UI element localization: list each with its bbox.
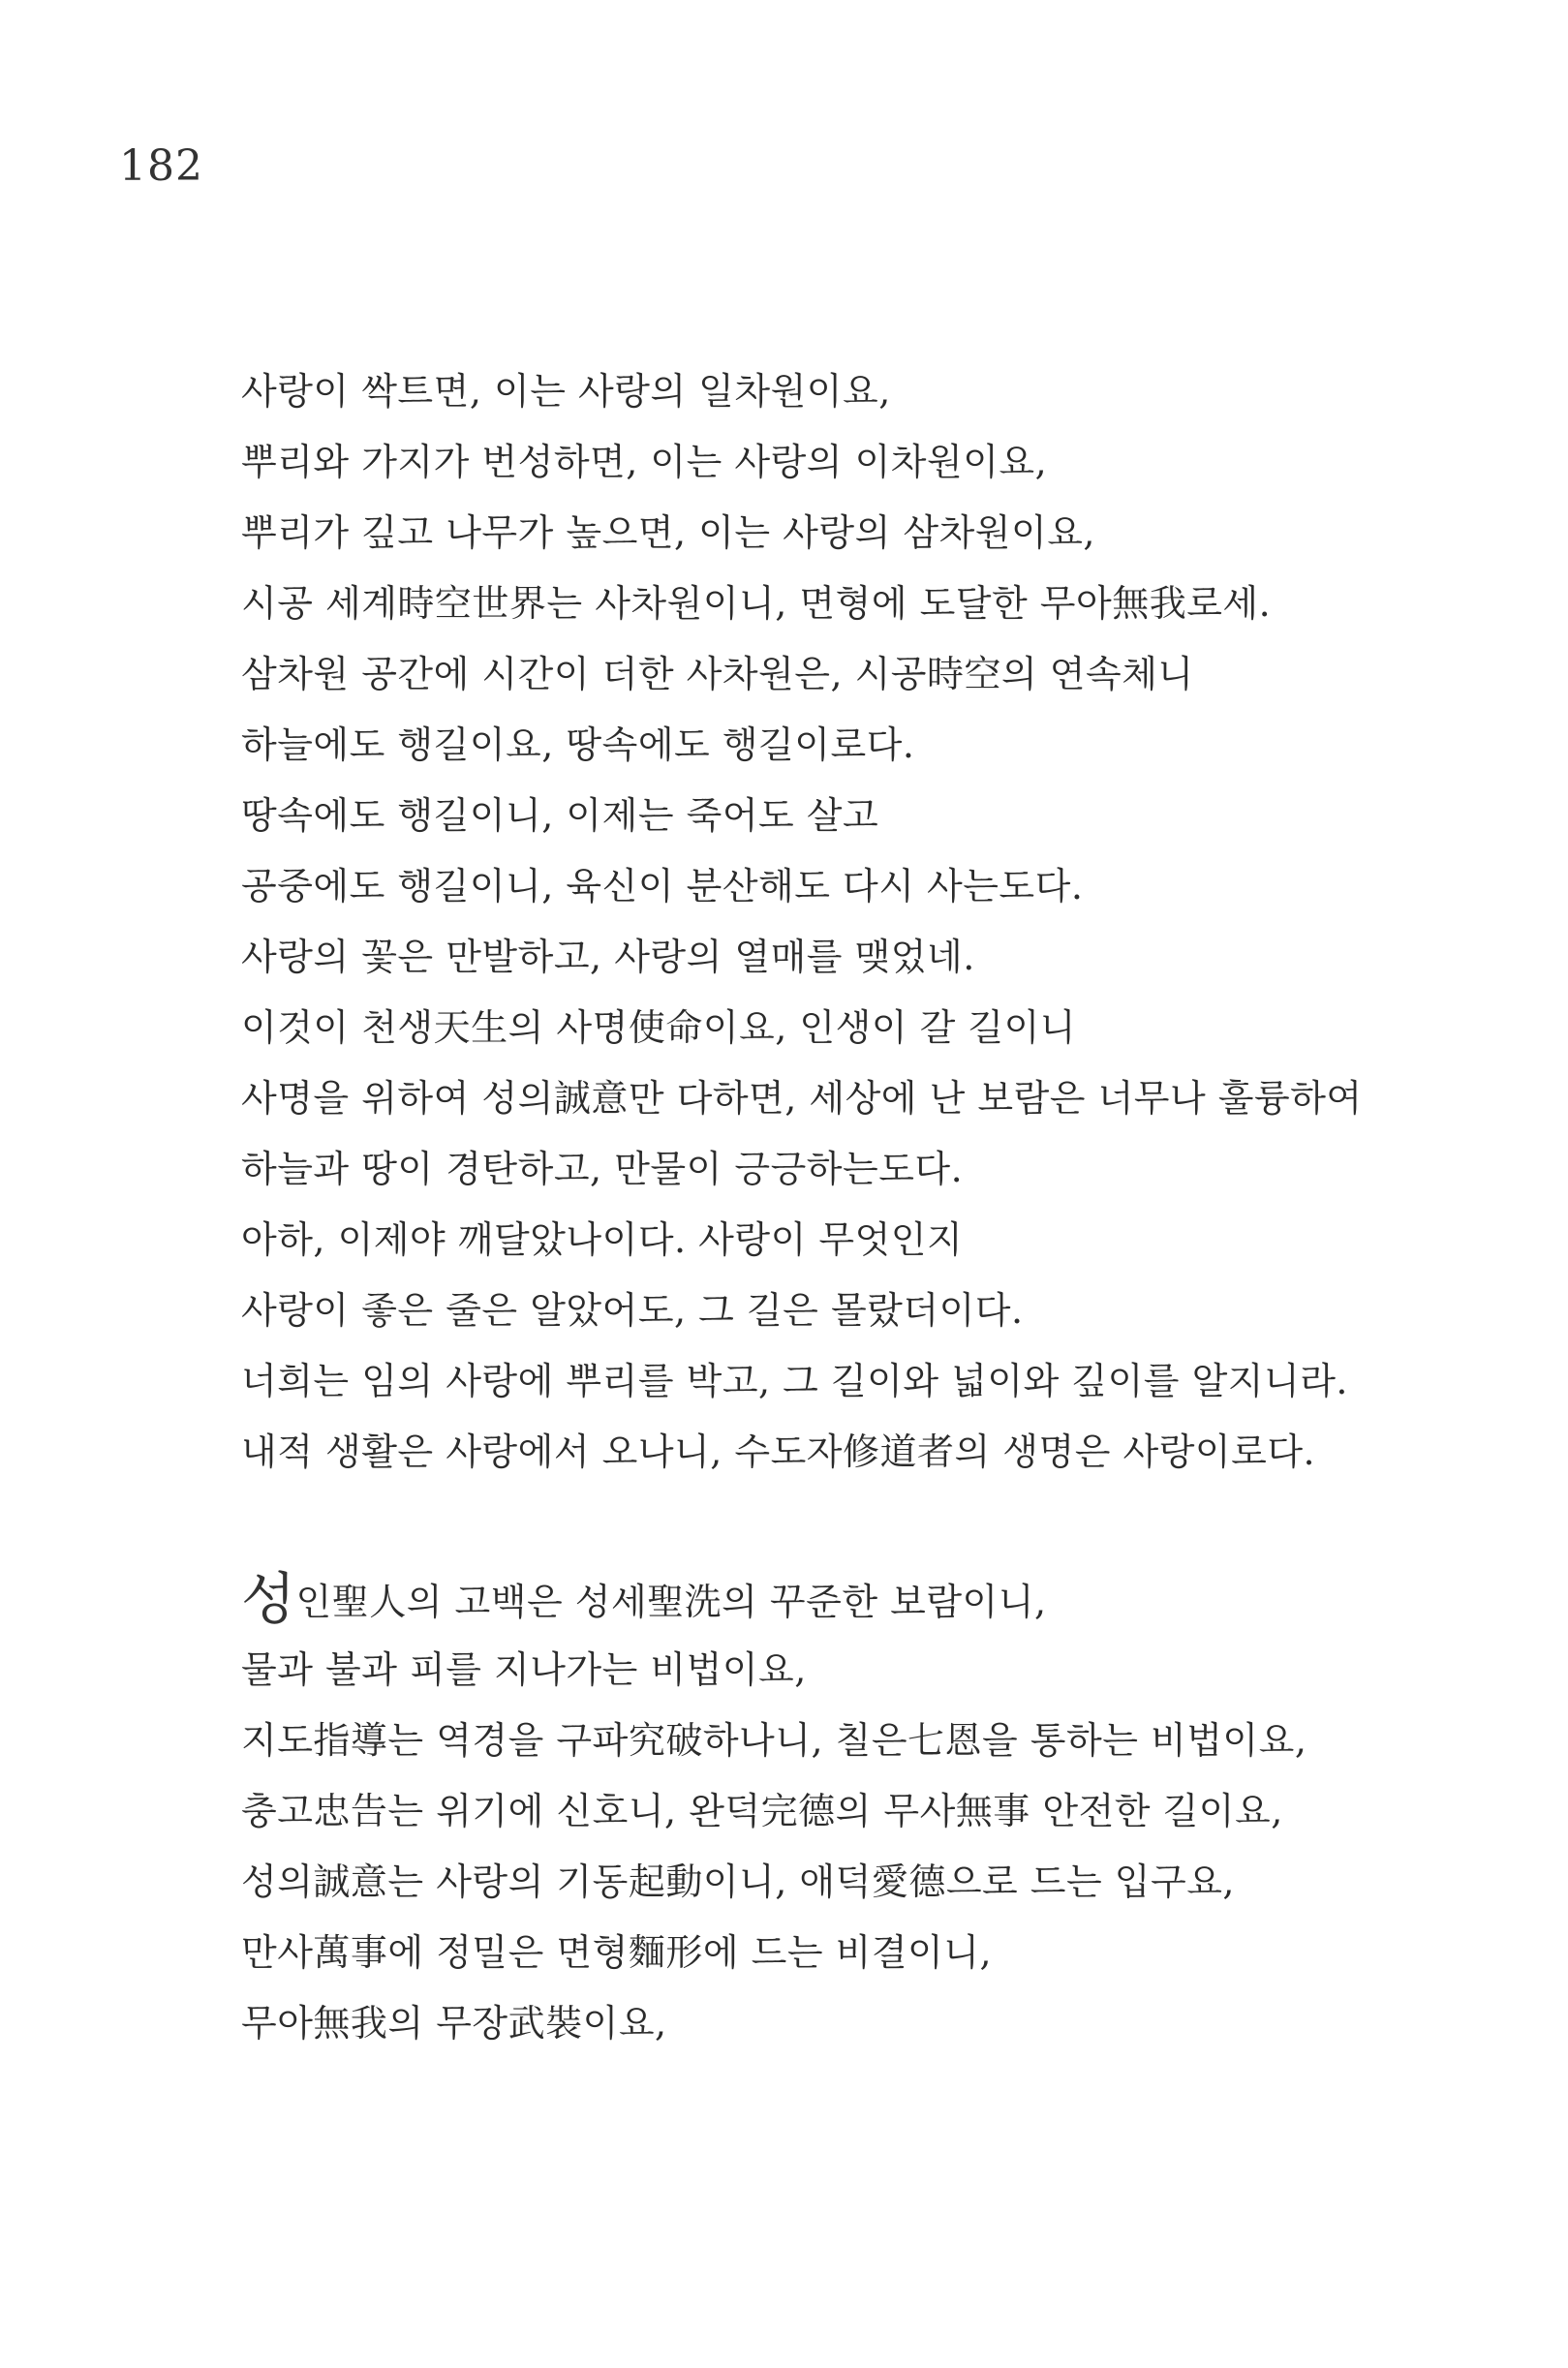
- text-line: 뿌리가 깊고 나무가 높으면, 이는 사랑의 삼차원이요,: [241, 511, 1096, 554]
- stanza-2-first-line: [241, 1564, 1500, 1635]
- text-line: 사랑의 꽃은 만발하고, 사랑의 열매를 맺었네.: [241, 936, 975, 978]
- text-line: 하늘에도 행길이요, 땅속에도 행길이로다.: [241, 723, 915, 766]
- text-line: 충고忠告는 위기에 신호니, 완덕完德의 무사無事 안전한 길이요,: [241, 1790, 1283, 1832]
- text-line: 너희는 임의 사랑에 뿌리를 박고, 그 길이와 넓이와 깊이를 알지니라.: [241, 1360, 1348, 1402]
- stanza-2: [241, 1564, 1500, 2059]
- text-line: 내적 생활은 사랑에서 오나니, 수도자修道者의 생명은 사랑이로다.: [241, 1430, 1316, 1473]
- text-line: 공중에도 행길이니, 육신이 분산해도 다시 사는도다.: [241, 865, 1084, 907]
- page-number: 182: [119, 141, 203, 191]
- text-line: 시공 세계時空世界는 사차원이니, 면형에 도달한 무아無我로세.: [241, 582, 1272, 625]
- text-line: 하늘과 땅이 경탄하고, 만물이 긍긍하는도다.: [241, 1148, 964, 1190]
- text-line: 이것이 천생天生의 사명使命이요, 인생이 갈 길이니: [241, 1006, 1077, 1049]
- text-line: 아하, 이제야 깨달았나이다. 사랑이 무엇인지: [241, 1218, 964, 1261]
- first-line-text: 인聖人의 고백은 성세聖洗의 꾸준한 보람이니,: [295, 1581, 1047, 1623]
- text-line: 무아無我의 무장武裝이요,: [241, 2002, 667, 2045]
- text-line: 지도指導는 역경을 구파究破하나니, 칠은七恩을 통하는 비법이요,: [241, 1719, 1307, 1762]
- text-line: 사랑이 싹트면, 이는 사랑의 일차원이요,: [241, 370, 891, 413]
- stanza-1: [241, 356, 1500, 1488]
- text-line: 사명을 위하여 성의誠意만 다하면, 세상에 난 보람은 너무나 훌륭하여: [241, 1077, 1363, 1120]
- text-line: 뿌리와 가지가 번성하면, 이는 사랑의 이차원이요,: [241, 441, 1048, 483]
- text-line: 사랑이 좋은 줄은 알았어도, 그 길은 몰랐더이다.: [241, 1289, 1024, 1332]
- text-line: 만사萬事에 정밀은 면형麵形에 드는 비결이니,: [241, 1931, 993, 1974]
- text-line: 성의誠意는 사랑의 기동起動이니, 애덕愛德으로 드는 입구요,: [241, 1861, 1236, 1903]
- dropcap: 성: [241, 1566, 296, 1632]
- text-line: 땅속에도 행길이니, 이제는 죽어도 살고: [241, 794, 879, 837]
- text-line: 삼차원 공간에 시간이 더한 사차원은, 시공時空의 연속체니: [241, 653, 1194, 695]
- text-line: 물과 불과 피를 지나가는 비법이요,: [241, 1648, 807, 1691]
